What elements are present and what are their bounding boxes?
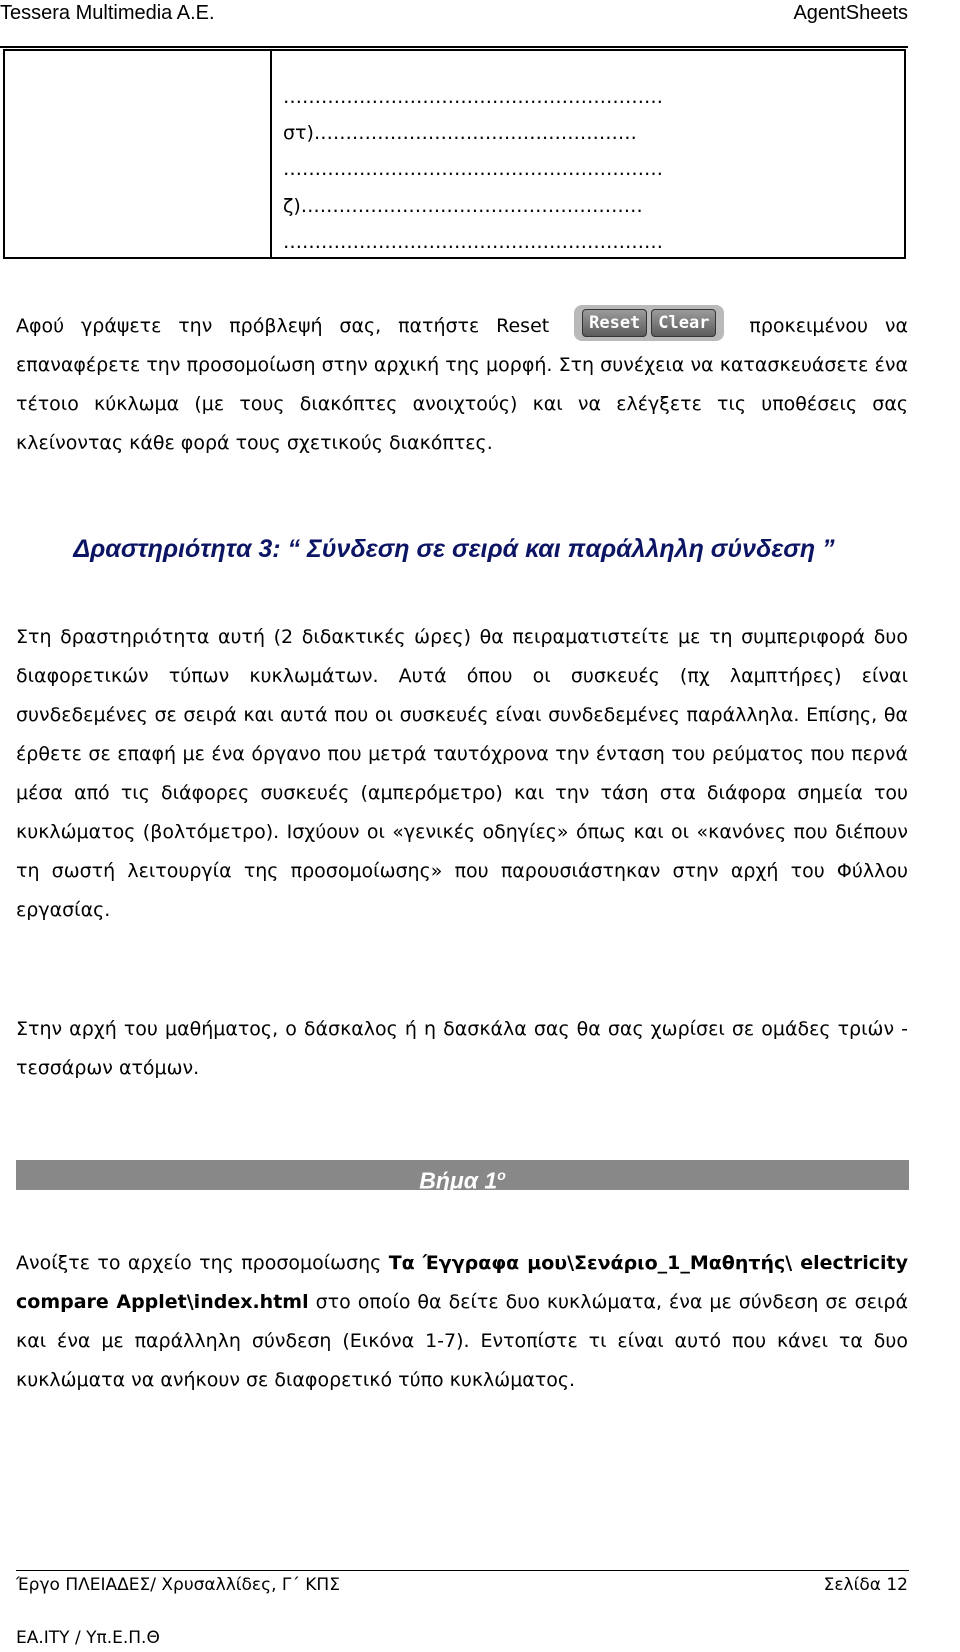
footer-rule [16, 1570, 909, 1571]
step-paragraph [16, 1244, 908, 1400]
header-product: AgentSheets [793, 2, 908, 24]
file-path: Τα Έγγραφα μου\Σενάριο_1_Μαθητής\ electricity compare Applet\index.html [16, 1252, 908, 1313]
header-company: Tessera Multimedia A.E. [0, 2, 215, 24]
groups-paragraph: Στην αρχή του μαθήματος, ο δάσκαλος ή η δασκάλα σας θα σας χωρίσει σε ομάδες τριών - τεσσάρων ατόμων. [16, 1018, 908, 1079]
page-header [0, 0, 908, 28]
answer-line: στ)…………………………………………… [283, 122, 637, 144]
answer-line: …………………………………………………… [283, 231, 663, 253]
header-rule [0, 46, 908, 48]
answer-box [3, 49, 906, 259]
step-bar [16, 1160, 909, 1194]
footer-organization: ΕΑ.ΙΤΥ / Υπ.Ε.Π.Θ [16, 1628, 160, 1648]
step-superscript: ο [497, 1167, 506, 1183]
intro-paragraph [16, 307, 908, 463]
footer-project: Έργο ΠΛΕΙΑΔΕΣ/ Χρυσαλλίδες, Γ΄ ΚΠΣ [16, 1575, 340, 1595]
step-text-after: στο οποίο θα δείτε δυο κυκλώματα, ένα με σύνδεση σε σειρά και ένα με παράλληλη σύνδεση (Εικόνα 1-7). Εντοπίστε τι είναι αυτό που κάνει τα δυο κυκλώματα να ανήκουν σε διαφορετικό τύπο κυκλώματος. [16, 1291, 908, 1391]
clear-button[interactable]: Clear [651, 309, 716, 337]
answer-box-divider [270, 51, 272, 257]
answer-line: ζ)……………………………………………… [283, 195, 643, 217]
answer-line: …………………………………………………… [283, 158, 663, 180]
step-text-before: Ανοίξτε το αρχείο της προσομοίωσης [16, 1252, 389, 1274]
intro-text-after: προκειμένου να επαναφέρετε την προσομοίωση στην αρχική της μορφή. Στη συνέχεια να κατασκευάσετε ένα τέτοιο κύκλωμα (με τους διακόπτες ανοιχτούς) και να ελέγξετε τις υποθέσεις σας κλείνοντας κάθε φορά τους σχετικούς διακόπτες. [16, 315, 908, 454]
intro-text-before: Αφού γράψετε την πρόβλεψή σας, πατήστε Reset [16, 315, 550, 337]
footer-page-number: Σελίδα 12 [823, 1575, 908, 1595]
activity-paragraph: Στη δραστηριότητα αυτή (2 διδακτικές ώρες) θα πειραματιστείτε με τη συμπεριφορά δυο διαφορετικών τύπων κυκλωμάτων. Αυτά όπου οι συσκευές (πχ λαμπτήρες) είναι συνδεδεμένες σε σειρά και αυτά που οι συσκευές είναι συνδεδεμένες παράλληλα. Επίσης, θα έρθετε σε επαφή με ένα όργανο που μετρά ταυτόχρονα την ένταση του ρεύματος που περνά μέσα από τις διάφορες συσκευές (αμπερόμετρο) και την τάση στα διάφορα σημεία του κυκλώματος (βολτόμετρο). Ισχύουν οι «γενικές οδηγίες» όπως και οι «κανόνες που διέπουν τη σωστή λειτουργία της προσομοίωσης» που παρουσιάστηκαν στην αρχή του Φύλλου εργασίας. [16, 626, 908, 921]
reset-clear-buttons [574, 303, 724, 342]
answer-line: …………………………………………………… [283, 86, 663, 108]
step-label: Βήμα 1 [419, 1167, 498, 1194]
reset-button[interactable]: Reset [582, 309, 647, 337]
activity-title: Δραστηριότητα 3: “ Σύνδεση σε σειρά και παράλληλη σύνδεση ” [73, 535, 835, 563]
